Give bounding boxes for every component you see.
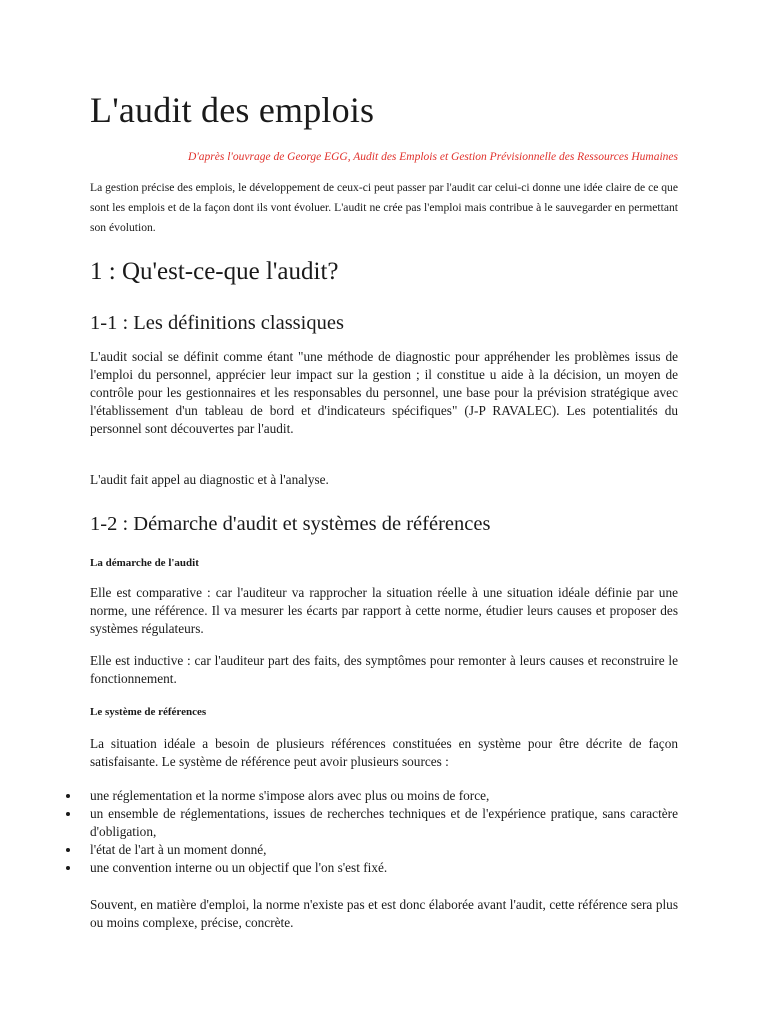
- list-item-text: une réglementation et la norme s'impose alors avec plus ou moins de force,: [90, 788, 490, 803]
- list-item-text: une convention interne ou un objectif que l'on s'est fixé.: [90, 860, 388, 875]
- bullet-icon: [66, 866, 70, 870]
- conclusion-paragraph: Souvent, en matière d'emploi, la norme n'existe pas et est donc élaborée avant l'audit, cette référence sera plus ou moins complexe, précise, concrète.: [90, 897, 678, 930]
- intro-paragraph: La gestion précise des emplois, le développement de ceux-ci peut passer par l'audit car celui-ci donne une idée claire de ce que sont les emplois et de la façon dont ils vont évoluer. L'audit ne crée pas l'emploi mais contribue à le sauvegarder en permettant son évolution.: [90, 181, 678, 234]
- list-item: [0, 859, 678, 877]
- bullet-icon: [66, 794, 70, 798]
- comparative-paragraph: Elle est comparative : car l'auditeur va rapprocher la situation réelle à une situation idéale définie par une norme, une référence. Il va mesurer les écarts par rapport à cette norme, étudier leurs causes et proposer des systèmes régulateurs.: [90, 585, 678, 636]
- bullet-icon: [66, 812, 70, 816]
- list-item-text: un ensemble de réglementations, issues de recherches techniques et de l'expérience pratique, sans caractère d'obligation,: [90, 806, 678, 839]
- definition-paragraph: L'audit social se définit comme étant "une méthode de diagnostic pour appréhender les problèmes issus de l'emploi du personnel, apprécier leur impact sur la gestion ; il constitue u aide à la décision, un moyen de contrôle pour les gestionnaires et les responsables du personnel, une base pour la prévision stratégique avec l'établissement d'un tableau de bord et d'indicateurs spécifiques" (J-P RAVALEC). Les potentialités du personnel sont découvertes par l'audit.: [90, 349, 678, 436]
- list-item: [0, 805, 678, 841]
- list-item: [0, 787, 678, 805]
- section-1-2-heading: 1-2 : Démarche d'audit et systèmes de références: [90, 513, 491, 535]
- demarche-label: La démarche de l'audit: [90, 557, 199, 569]
- list-item: [0, 841, 678, 859]
- bullet-icon: [66, 848, 70, 852]
- references-paragraph: La situation idéale a besoin de plusieurs références constituées en système pour être décrite de façon satisfaisante. Le système de référence peut avoir plusieurs sources :: [90, 736, 678, 769]
- inductive-paragraph: Elle est inductive : car l'auditeur part des faits, des symptômes pour remonter à leurs causes et reconstruire le fonctionnement.: [90, 653, 678, 686]
- list-item-text: l'état de l'art à un moment donné,: [90, 842, 267, 857]
- diagnostic-paragraph: L'audit fait appel au diagnostic et à l'analyse.: [90, 472, 329, 487]
- section-1-1-heading: 1-1 : Les définitions classiques: [90, 312, 344, 334]
- systeme-label: Le système de références: [90, 706, 207, 718]
- sources-list: [0, 787, 678, 877]
- source-citation: D'après l'ouvrage de George EGG, Audit des Emplois et Gestion Prévisionnelle des Ressources Humaines: [188, 151, 678, 163]
- section-1-heading: 1 : Qu'est-ce-que l'audit?: [90, 258, 339, 285]
- document-title: L'audit des emplois: [90, 90, 375, 130]
